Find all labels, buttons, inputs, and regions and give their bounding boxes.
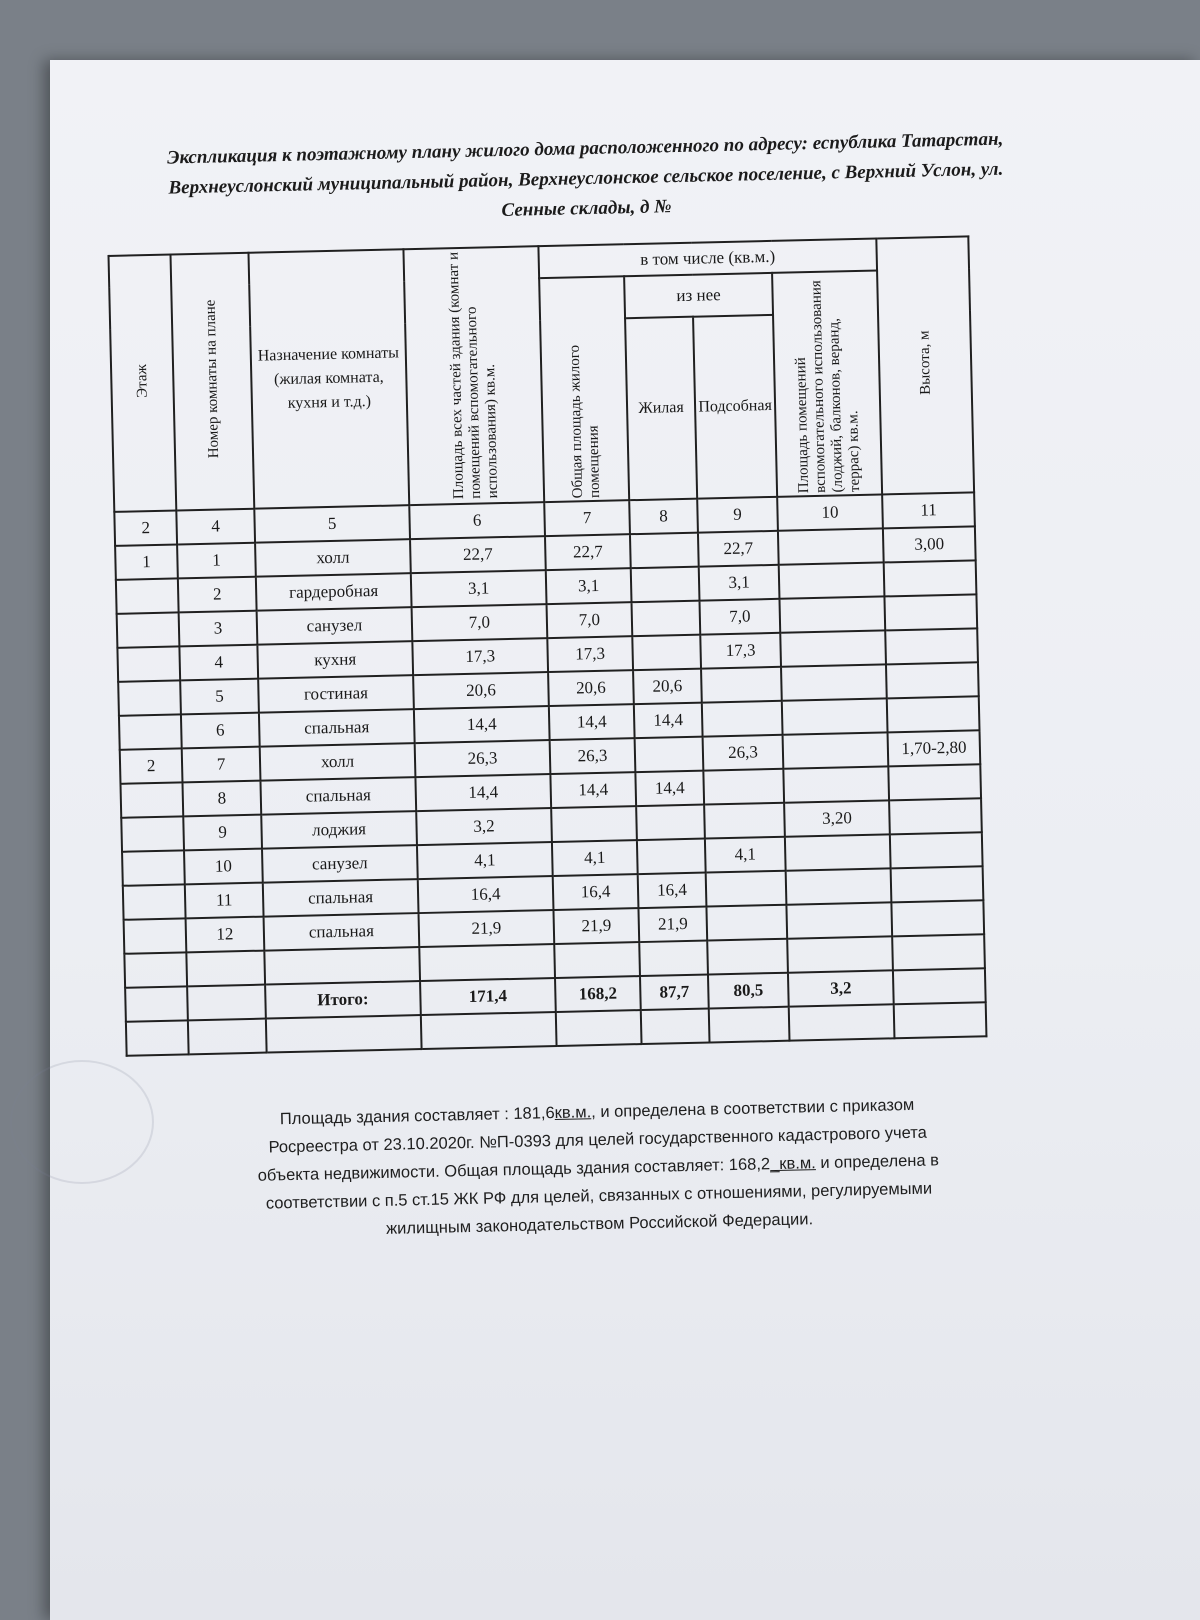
cell-total-area: 20,6: [413, 672, 549, 709]
cell-room-name: холл: [255, 539, 411, 577]
cell-living: 14,4: [634, 703, 703, 739]
cell-aux-use: [779, 562, 885, 598]
cell-room-name: спальная: [260, 777, 416, 815]
cell-floor: [116, 578, 179, 613]
col-number: 11: [882, 492, 975, 528]
empty-cell: [894, 1002, 987, 1038]
col-number: 4: [176, 509, 255, 545]
cell-aux: 4,1: [705, 837, 786, 873]
cell-room-number: 4: [179, 645, 258, 681]
cell-aux-use: [785, 834, 891, 870]
empty-cell: [789, 1004, 895, 1040]
footer-text: , и определена в соответствии с приказом: [590, 1095, 915, 1122]
cell-room-number: 8: [182, 781, 261, 817]
total-living: 87,7: [640, 975, 709, 1011]
total-aux-use: 3,2: [788, 970, 894, 1006]
cell-height: [889, 798, 982, 834]
total-label: Итого:: [265, 981, 421, 1019]
cell-living-total: 7,0: [547, 602, 633, 638]
cell-empty: [125, 986, 188, 1021]
cell-floor: [119, 714, 182, 749]
cell-floor: [123, 884, 186, 919]
footer-unit: кв.м.: [554, 1103, 592, 1123]
empty-cell: [709, 1007, 790, 1043]
cell-living: 21,9: [638, 907, 707, 943]
cell-floor: [118, 680, 181, 715]
header-height: Высота, м: [876, 236, 974, 494]
cell-room-name: спальная: [263, 879, 419, 917]
cell-floor: [121, 816, 184, 851]
cell-aux-use: [778, 528, 884, 564]
cell-aux-use: [783, 766, 889, 802]
cell-room-number: 9: [183, 815, 262, 851]
cell-living-total: 3,1: [546, 568, 632, 604]
cell-living: [632, 635, 701, 671]
empty-cell: [186, 951, 265, 987]
cell-room-number: 12: [186, 917, 265, 953]
cell-height: [884, 594, 977, 630]
empty-cell: [126, 1020, 189, 1055]
cell-living: [635, 737, 704, 773]
cell-aux-use: [780, 630, 886, 666]
cell-height: [885, 628, 978, 664]
cell-room-number: 11: [185, 883, 264, 919]
col-number: 8: [629, 499, 698, 535]
cell-total-area: 17,3: [412, 638, 548, 675]
empty-cell: [787, 936, 893, 972]
cell-room-name: кухня: [257, 641, 413, 679]
cell-aux: 7,0: [699, 599, 780, 635]
cell-floor: 2: [120, 748, 183, 783]
cell-height: 1,70-2,80: [888, 730, 981, 766]
cell-total-area: 22,7: [410, 536, 546, 573]
cell-aux: [704, 803, 785, 839]
cell-aux: 26,3: [703, 735, 784, 771]
cell-living: [632, 601, 701, 637]
cell-total-area: 4,1: [417, 842, 553, 879]
total-aux: 80,5: [708, 973, 789, 1009]
total-area: 171,4: [420, 978, 556, 1015]
total-living-total: 168,2: [555, 976, 641, 1012]
cell-living: 14,4: [635, 771, 704, 807]
cell-total-area: 14,4: [415, 774, 551, 811]
cell-height: [891, 900, 984, 936]
header-including: в том числе (кв.м.): [538, 239, 877, 279]
cell-floor: [124, 918, 187, 953]
header-living: Жилая: [625, 317, 697, 500]
cell-aux-use: [786, 868, 892, 904]
cell-living-total: 14,4: [549, 704, 635, 740]
cell-room-number: 5: [180, 679, 259, 715]
empty-cell: [124, 952, 187, 987]
footer-text: соответствии с п.5 ст.15 ЖК РФ для целей, связанных с отношениями, регулируемыми: [265, 1179, 933, 1213]
header-aux: Подсобная: [693, 315, 777, 499]
cell-aux: [706, 871, 787, 907]
cell-living-total: 4,1: [552, 840, 638, 876]
cell-aux: [703, 769, 784, 805]
header-room-number: Номер комнаты на плане: [171, 253, 255, 511]
col-number: 9: [697, 497, 778, 533]
cell-floor: [120, 782, 183, 817]
empty-cell: [707, 939, 788, 975]
cell-living-total: 20,6: [548, 670, 634, 706]
empty-cell: [421, 1012, 557, 1049]
header-purpose: Назначение комнаты (жилая комната, кухня и т.д.): [248, 249, 409, 508]
cell-living-total: 16,4: [553, 874, 639, 910]
header-total-living: Общая площадь жилого помещения: [539, 276, 629, 502]
cell-total-area: 16,4: [418, 876, 554, 913]
cell-aux-use: [781, 664, 887, 700]
footer-text: и определена в: [815, 1151, 940, 1173]
col-number: 2: [114, 510, 177, 545]
cell-room-name: спальная: [264, 913, 420, 951]
cell-living-total: 21,9: [553, 908, 639, 944]
cell-floor: [117, 612, 180, 647]
empty-cell: [556, 1010, 642, 1046]
explication-table: [107, 235, 987, 1056]
footer-text: Росреестра от 23.10.2020г. №П-0393 для целей государственного кадастрового учета: [268, 1123, 928, 1157]
cell-aux: 22,7: [698, 531, 779, 567]
col-number: 6: [409, 502, 545, 539]
cell-height: [884, 560, 977, 596]
col-number: 10: [777, 494, 883, 530]
cell-room-name: спальная: [259, 709, 415, 747]
footer-text: Площадь здания составляет : 181,6: [279, 1104, 555, 1129]
cell-aux-use: [779, 596, 885, 632]
cell-total-area: 26,3: [415, 740, 551, 777]
cell-aux: [702, 701, 783, 737]
cell-room-number: 3: [179, 611, 258, 647]
empty-cell: [639, 941, 708, 977]
footer-unit: _кв.м.: [769, 1154, 816, 1174]
cell-total-area: 21,9: [419, 910, 555, 947]
cell-room-name: санузел: [257, 607, 413, 645]
cell-living-total: [551, 806, 637, 842]
empty-cell: [641, 1009, 710, 1045]
cell-aux: 3,1: [699, 565, 780, 601]
empty-cell: [264, 947, 420, 985]
cell-living-total: 17,3: [547, 636, 633, 672]
cell-aux: 17,3: [700, 633, 781, 669]
document-content: [105, 123, 1080, 1248]
cell-living: 16,4: [638, 873, 707, 909]
cell-room-name: санузел: [262, 845, 418, 883]
header-aux-use: Площадь помещений вспомогательного использования (лоджий, балконов, веранд, террас) кв.м.: [772, 271, 882, 497]
cell-total-area: 7,0: [412, 604, 548, 641]
cell-room-name: гардеробная: [256, 573, 412, 611]
header-of-it: из нее: [624, 273, 773, 318]
document-sheet: [50, 60, 1200, 1620]
empty-cell: [892, 934, 985, 970]
cell-aux-use: [782, 698, 888, 734]
cell-room-name: гостиная: [258, 675, 414, 713]
header-floor: Этаж: [109, 255, 177, 512]
cell-total-area: 3,1: [411, 570, 547, 607]
cell-room-number: 2: [178, 577, 257, 613]
header-total-area: Площадь всех частей здания (комнат и помещений вспомогательного использования) кв.м.: [403, 246, 544, 505]
cell-room-number: 6: [181, 713, 260, 749]
empty-cell: [419, 944, 555, 981]
cell-total-area: 3,2: [416, 808, 552, 845]
cell-living: [630, 533, 699, 569]
cell-room-name: холл: [260, 743, 416, 781]
cell-empty: [893, 968, 986, 1004]
cell-total-area: 14,4: [414, 706, 550, 743]
col-number: 7: [544, 500, 630, 536]
cell-height: [890, 832, 983, 868]
cell-living-total: 22,7: [545, 534, 631, 570]
empty-cell: [266, 1015, 422, 1053]
cell-height: [888, 764, 981, 800]
cell-empty: [187, 985, 266, 1021]
cell-room-number: 1: [177, 543, 256, 579]
document-title: Экспликация к поэтажному плану жилого дома расположенного по адресу: еспублика Татарстан, Верхнеуслонский муниципальный район, Верхнеуслонское сельское поселение, с Верхний Услон, ул. Сенные склады, д №: [166, 128, 1004, 222]
cell-height: [887, 696, 980, 732]
footer-note: [127, 1088, 1040, 1249]
cell-living-total: 14,4: [550, 772, 636, 808]
empty-cell: [554, 942, 640, 978]
cell-room-number: 10: [184, 849, 263, 885]
cell-room-number: 7: [182, 747, 261, 783]
empty-cell: [188, 1019, 267, 1055]
cell-living: [631, 567, 700, 603]
cell-floor: [122, 850, 185, 885]
cell-living: [637, 839, 706, 875]
cell-height: [886, 662, 979, 698]
cell-living: 20,6: [633, 669, 702, 705]
footer-text: объекта недвижимости. Общая площадь здания составляет: 168,2: [257, 1155, 771, 1185]
cell-living-total: 26,3: [550, 738, 636, 774]
cell-floor: 1: [115, 544, 178, 579]
col-number: 5: [254, 505, 410, 543]
cell-height: 3,00: [883, 526, 976, 562]
cell-aux: [706, 905, 787, 941]
cell-aux-use: 3,20: [784, 800, 890, 836]
cell-room-name: лоджия: [261, 811, 417, 849]
cell-living: [636, 805, 705, 841]
footer-text: жилищным законодательством Российской Федерации.: [385, 1210, 814, 1238]
cell-height: [891, 866, 984, 902]
cell-aux-use: [786, 902, 892, 938]
cell-aux-use: [783, 732, 889, 768]
cell-floor: [117, 646, 180, 681]
cell-aux: [701, 667, 782, 703]
